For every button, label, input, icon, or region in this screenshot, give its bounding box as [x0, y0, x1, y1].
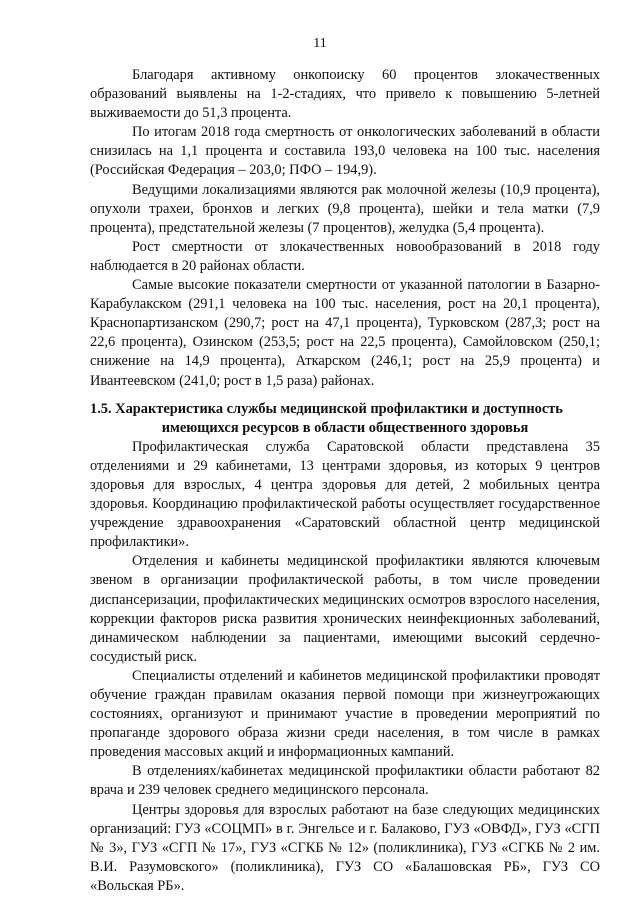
paragraph: Самые высокие показатели смертности от указанной патологии в Базарно-Карабулакском (291,1 человека на 100 тыс. населения, рост на 20,1 процента), Краснопартизанском (290,7; рост на 47,1 процента), Турковском (287,3; рост на 22,6 процента), Озинском (253,5; рост на 22,5 процента), Самойловском (250,1; снижение на 14,9 процента), Аткарском (246,1; рост на 25,9 процента) и Ивантеевском (241,0; рост в 1,5 раза) районах. [90, 277, 600, 389]
paragraph: Благодаря активному онкопоиску 60 процентов злокачественных образований выявлены на 1-2-стадиях, что привело к повышению 5-летней выживаемости до 51,3 процента. [90, 67, 600, 122]
paragraph: В отделениях/кабинетах медицинской профилактики области работают 82 врача и 239 человек среднего медицинского персонала. [90, 763, 600, 799]
paragraph: По итогам 2018 года смертность от онкологических заболеваний в области снизилась на 1,1 процента и составила 193,0 человека на 100 тыс. населения (Российская Федерация – 203,0; ПФО – 194,9). [90, 124, 600, 179]
section-heading-line-2: имеющихся ресурсов в области общественного здоровья [161, 419, 529, 436]
paragraph: Отделения и кабинеты медицинской профилактики являются ключевым звеном в организации профилактической работы, в том числе проведении диспансеризации, профилактических медицинских осмотров взрослого населения, коррекции факторов риска развития хронических неинфекционных заболеваний, динамическом наблюдении за пациентами, имеющими высокий сердечно-сосудистый риск. [90, 553, 600, 665]
page-number: 11 [313, 36, 327, 51]
paragraph: Специалисты отделений и кабинетов медицинской профилактики проводят обучение граждан правилам оказания первой помощи при жизнеугрожающих состояниях, организуют и принимают участие в проведении мероприятий по пропаганде здорового образа жизни среди населения, в том числе в рамках проведения массовых акций и информационных кампаний. [90, 667, 600, 761]
paragraph: Ведущими локализациями являются рак молочной железы (10,9 процента), опухоли трахеи, бронхов и легких (9,8 процента), шейки и тела матки (7,9 процента), предстательной железы (7 процентов), желудка (5,4 процента). [90, 181, 600, 236]
paragraph: Рост смертности от злокачественных новообразований в 2018 году наблюдается в 20 районах области. [90, 238, 600, 274]
paragraph: Профилактическая служба Саратовской области представлена 35 отделениями и 29 кабинетами, 13 центрами здоровья, из которых 9 центров здоровья для взрослых, 4 центра здоровья для детей, 2 мобильных центра здоровья. Координацию профилактической работы осуществляет государственное учреждение здравоохранения «Саратовский областной центр медицинской профилактики». [90, 438, 600, 551]
section-heading-line-1: 1.5. Характеристика службы медицинской профилактики и доступность [90, 400, 563, 417]
paragraph: Центры здоровья для взрослых работают на базе следующих медицинских организаций: ГУЗ «СОЦМП» в г. Энгельсе и г. Балаково, ГУЗ «ОВФД», ГУЗ «СГП № 3», ГУЗ «СГП № 17», ГУЗ «СГКБ № 12» (поликлиника), ГУЗ «СГКБ № 2 им. В.И. Разумовского» (поликлиника), ГУЗ СО «Балашовская РБ», ГУЗ СО «Вольская РБ». [90, 801, 600, 894]
page-content [90, 66, 600, 896]
section-heading [90, 400, 600, 438]
